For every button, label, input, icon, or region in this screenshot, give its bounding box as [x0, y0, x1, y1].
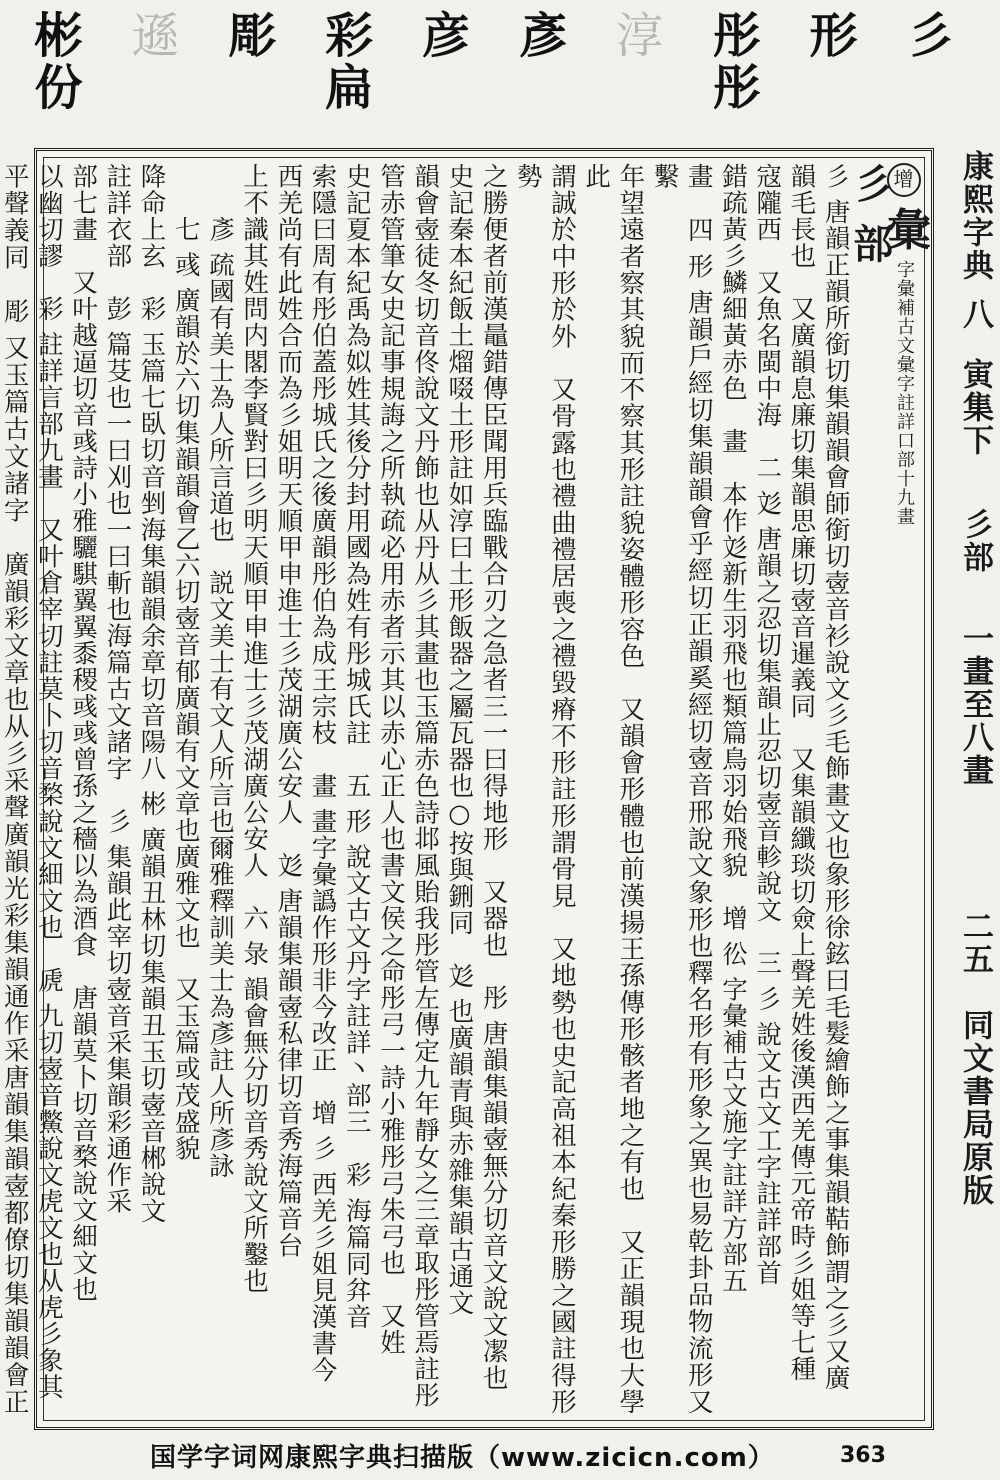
seal-character: 彬份 — [26, 10, 82, 114]
seal-character: 彡 — [897, 10, 954, 62]
text-column: 年望遠者察其貌而不察其形註貌姿體形容色 又韻會形體也前漢揚王孫傳形骸者地之有也 又正韻現也大學此 — [581, 163, 646, 1415]
seal-character: 彥 — [510, 10, 567, 62]
text-column: 上不識其姓問内閣李賢對曰彡明天順甲申進士彡茂湖廣公安人 六 彔 韻會無分切音秀說文所鑿也 — [239, 163, 270, 1295]
hui-heading: 彙 — [879, 206, 930, 252]
text-column: 降命上玄 彩 玉篇七臥切音剉海集韻韻余章切音陽八 彬 廣韻丑林切集韻丑玉切㚃音郴說文 — [136, 163, 167, 1224]
text-column: 韻會㚃徒冬切音佟說文丹飾也从丹从彡其畫也玉篇赤色詩邶風貽我彤管左傳定九年靜女之三章取彤管焉註彤 — [410, 163, 441, 1409]
header-note: 字彙補古文彙字註詳口部十九畫 — [894, 260, 915, 527]
text-column: 註詳衣部 彭 篇芟也一曰刈也一曰斬也海篇古文諸字 彡 集韻此宰切㚃音采集韻彩通作采 — [102, 163, 133, 1215]
section-label: 寅集下 — [957, 357, 993, 457]
zeng-mark: 增 — [887, 163, 921, 197]
seal-character: 彩扁 — [316, 10, 373, 114]
page-number: 363 — [840, 1443, 886, 1468]
text-column: 寇隴西 又魚名閩中海 二 彣 唐韻之忍切集韻止忍切㚃音軫說文 三 彡 說文古文工字註詳部首 — [752, 163, 783, 1286]
seal-character: 彫 — [219, 10, 276, 62]
text-column: 韻毛長也 又廣韻息廉切集韻思廉切㚃音暹義同 又集韻纖琰切僉上聲羌姓後漢西羌傳元帝時彡姐等七種 — [786, 163, 817, 1382]
text-column: 謂誠於中形於外 又骨露也禮曲禮居喪之禮毀瘠不形註形謂骨見 又地勢也史記高祖本紀秦形勝之國註得形勢 — [512, 163, 577, 1415]
seal-character: 淳 — [607, 10, 664, 62]
footer — [0, 1437, 1000, 1473]
text-column: 史記秦本紀飯土熘啜土形註如淳曰土形飯器之屬瓦器也○按與鉶同 彣 也廣韻青與赤雜集韻古通文 — [444, 163, 475, 1317]
text-column: 索隱曰周有彤伯蓋彤城氏之後廣韻彤伯為成王宗枝 畫 畫字彙譌作形非今改正 增 彡 西羌彡姐見漢書今 — [307, 163, 338, 1383]
site-watermark: 国学字词网康熙字典扫描版（www.zicicn.com） — [150, 1443, 775, 1473]
text-column: 之勝便者前漢鼂錯傳臣聞用兵臨戰合刃之急者三一曰得地形 又器也 彤 唐韻集韻㚃無分切音文說文㓗也 — [478, 163, 509, 1392]
text-column: 錯疏黃彡鱗細黃赤色 畫 本作彣新生羽飛也類篇鳥羽始飛貌 增 彸 字彙補古文施字註詳方部五 — [717, 163, 748, 1295]
text-column: 彡 唐韻正韻所銜切集韻韻會師銜切㚃音衫說文彡毛飾畫文也象形徐鉉曰毛髮繪飾之事集韻鞊飾謂之彡又廣 — [820, 163, 851, 1392]
radical-label: 彡部 — [957, 507, 993, 574]
text-column: 西羌尚有此姓合而為彡姐明天順甲申進士彡茂湖廣公安人 彣 唐韻集韻㚃私律切音秀海篇音台 — [273, 163, 304, 1259]
seal-character: 彤彤 — [704, 10, 761, 114]
text-column: 平聲義同 彫 又玉篇古文諸字 廣韻彩文章也从彡采聲廣韻光彩集韻通作采唐韻集韻㚃都僚切集韻韻會正 — [0, 163, 30, 1415]
stroke-range: 一畫至八畫 — [957, 622, 993, 788]
seal-character: 形 — [801, 10, 857, 62]
seal-character: 彦 — [413, 10, 470, 62]
seal-character: 遜 — [122, 10, 179, 62]
right-margin — [954, 150, 996, 1380]
main-text-frame — [0, 148, 934, 1430]
text-column: 史記夏本紀禹為姒姓其後分封用國為姓有彤城氏註 五 形 說文古文丹字註詳丶部三 彩 海篇同弅音 — [341, 163, 372, 1330]
header-column — [879, 163, 930, 1415]
dictionary-text — [0, 163, 930, 1415]
volume-number: 八 — [957, 298, 993, 331]
folio-number: 二五 — [957, 910, 993, 977]
text-column: 彥 疏國有美士為人所言道也 説文美士有文人所言也爾雅釋訓美士為彥註人所彥詠 — [204, 163, 235, 1180]
text-column: 七 彧 廣韻於六切集韻韻會乙六切㚃音郁廣韻有文章也廣雅文也 又玉篇或茂盛貌 — [170, 163, 201, 1162]
radical-title-column — [846, 163, 894, 1415]
text-column: 管赤管筆女史記事規誨之所執疏必用赤者示其以赤心正人也書文侯之命彤弓一詩小雅彤弓朱弓也 又姓 — [375, 163, 406, 1356]
text-column: 部七畫 又叶越逼切音彧詩小雅驪騏翼翼黍稷彧彧曾孫之穡以為酒食 唐韻莫卜切音楘說文細文也 — [68, 163, 99, 1303]
book-title: 康熙字典 — [957, 150, 993, 282]
seal-script-header — [26, 10, 954, 145]
publisher-label: 同文書局原版 — [957, 1008, 993, 1207]
radical-title: 彡部 — [846, 163, 894, 283]
text-column: 以幽切謬 彩 註詳言部九畫 又叶倉宰切註莫卜切音楘說文細文也 虒 九切㚃音鱉說文虎文也从虎彡象其 — [33, 163, 64, 1401]
text-column: 畫 四 形 唐韻戶經切集韻韻會乎經切正韻奚經切㚃音邢說文象形也釋名形有形象之異也易乾卦品物流形又繫 — [649, 163, 714, 1415]
